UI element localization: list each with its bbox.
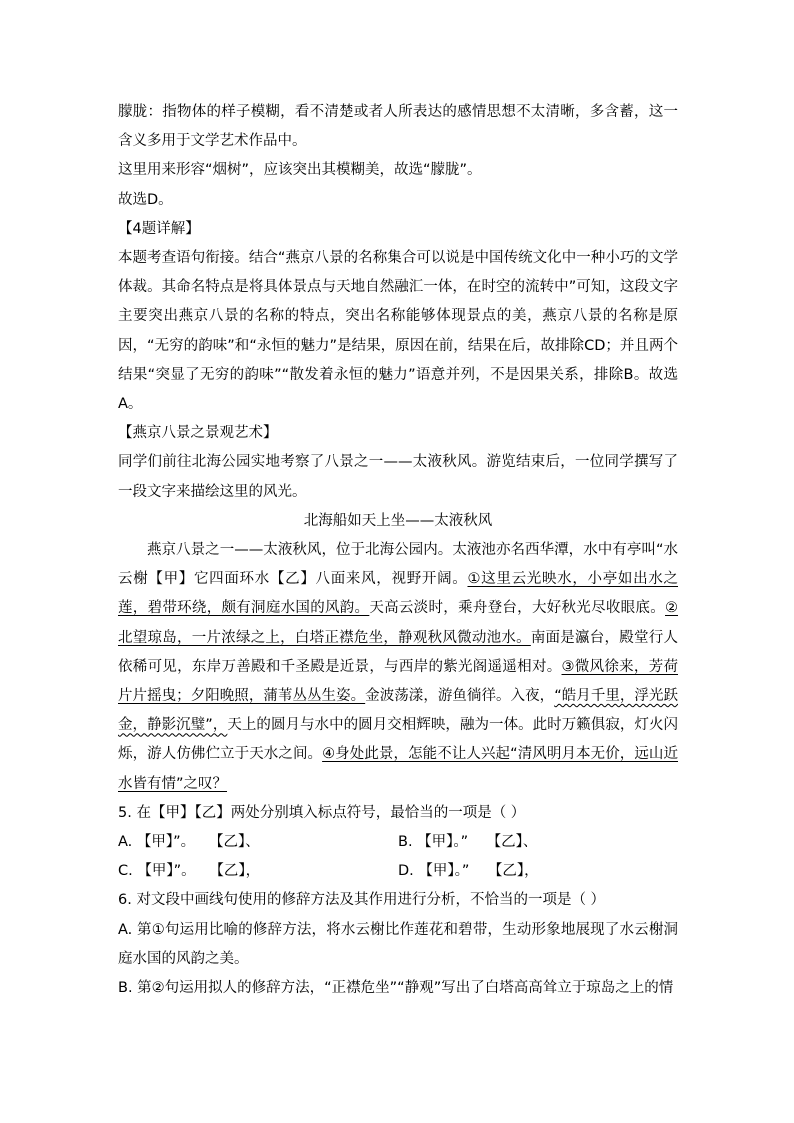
passage-text: 燕京八景之一——太液秋风，位于北海公园内。太液池亦名西华潭，水中有亭叫“水云榭【甲】它四面环水【乙】八面来风，视野开阔。 [118, 542, 678, 588]
option-b: B. 【甲】。” 【乙】、 [398, 834, 538, 851]
passage-text: 天高云淡时，乘舟登台，大好秋光尽收眼底。 [369, 600, 666, 617]
underlined-sentence-1: ①这里云光映水，小亭如出水之莲，碧带环绕，颇有洞庭水国的风韵。 [118, 571, 679, 617]
section-heading: 【4题详解】 [118, 220, 200, 237]
underlined-sentence-3: ③微风徐来，芳荷片片摇曳；夕阳晚照，蒲苇丛丛生姿。 [118, 658, 679, 705]
section-heading: 【燕京八景之景观艺术】 [118, 425, 278, 442]
option-d: D. 【甲】。” 【乙】， [398, 863, 539, 880]
underlined-sentence-2: ②北望琼岛，一片浓绿之上，白塔正襟危坐，静观秋风微动池水。 [118, 600, 679, 646]
passage-text: 南面是瀛台，殿堂行人依稀可见，东岸万善殿和千圣殿是近景，与西岸的紫光阁遥遥相对。 [118, 629, 679, 675]
q5-options-row-2 [118, 857, 678, 886]
paragraph: 同学们前往北海公园实地考察了八景之一——太液秋风。游览结束后，一位同学撰写了一段文字来描绘这里的风光。 [118, 454, 678, 500]
q5-options-row-1 [118, 828, 678, 857]
passage-title: 北海船如天上坐——太液秋风 [303, 512, 493, 529]
option-a: A. 【甲】”。 【乙】、 [118, 834, 260, 851]
passage-text: 天上的圆月与水中的圆月交相辉映，融为一体。此时万籁俱寂，灯火闪烁，游人仿佛伫立于天水之间。 [118, 717, 678, 763]
question-5-stem: 5. 在【甲】【乙】两处分别填入标点符号，最恰当的一项是（ ） [118, 804, 526, 821]
wavy-underlined-quote: “皓月千里，浮光跃金，静影沉璧”， [118, 688, 679, 734]
underlined-sentence-4: ④身处此景，怎能不让人兴起“清风明月本无价，远山近水皆有情”之叹？ [118, 746, 679, 792]
paragraph: 朦胧：指物体的样子模糊，看不清楚或者人所表达的感情思想不太清晰，多含蓄，这一含义多用于文学艺术作品中。 [118, 104, 678, 150]
option-c: C. 【甲】”。 【乙】， [118, 863, 261, 880]
passage [118, 536, 678, 799]
document-page [118, 98, 678, 1003]
paragraph: 本题考查语句衔接。结合“燕京八景的名称集合可以说是中国传统文化中一种小巧的文学体裁。其命名特点是将具体景点与天地自然融汇一体，在时空的流转中”可知，这段文字主要突出燕京八景的名称的特点，突出名称能够体现景点的美，燕京八景的名称是原因，“无穷的韵味”和“永恒的魅力”是结果，原因在前，结果在后，故排除CD；并且两个结果“突显了无穷的韵味”“散发着永恒的魅力”语意并列，不是因果关系，排除B。故选A。 [118, 250, 678, 413]
q6-option-b: B. 第②句运用拟人的修辞方法，“正襟危坐”“静观”写出了白塔高高耸立于琼岛之上的情 [118, 980, 674, 997]
passage-text: 金波荡漾，游鱼徜徉。入夜， [365, 688, 555, 705]
paragraph: 这里用来形容“烟树”，应该突出其模糊美，故选“朦胧”。 [118, 162, 482, 179]
paragraph: 故选D。 [118, 191, 173, 208]
q6-option-a: A. 第①句运用比喻的修辞方法，将水云榭比作莲花和碧带，生动形象地展现了水云榭洞庭水国的风韵之美。 [118, 921, 678, 967]
question-6-stem: 6. 对文段中画线句使用的修辞方法及其作用进行分析，不恰当的一项是（ ） [118, 892, 606, 909]
